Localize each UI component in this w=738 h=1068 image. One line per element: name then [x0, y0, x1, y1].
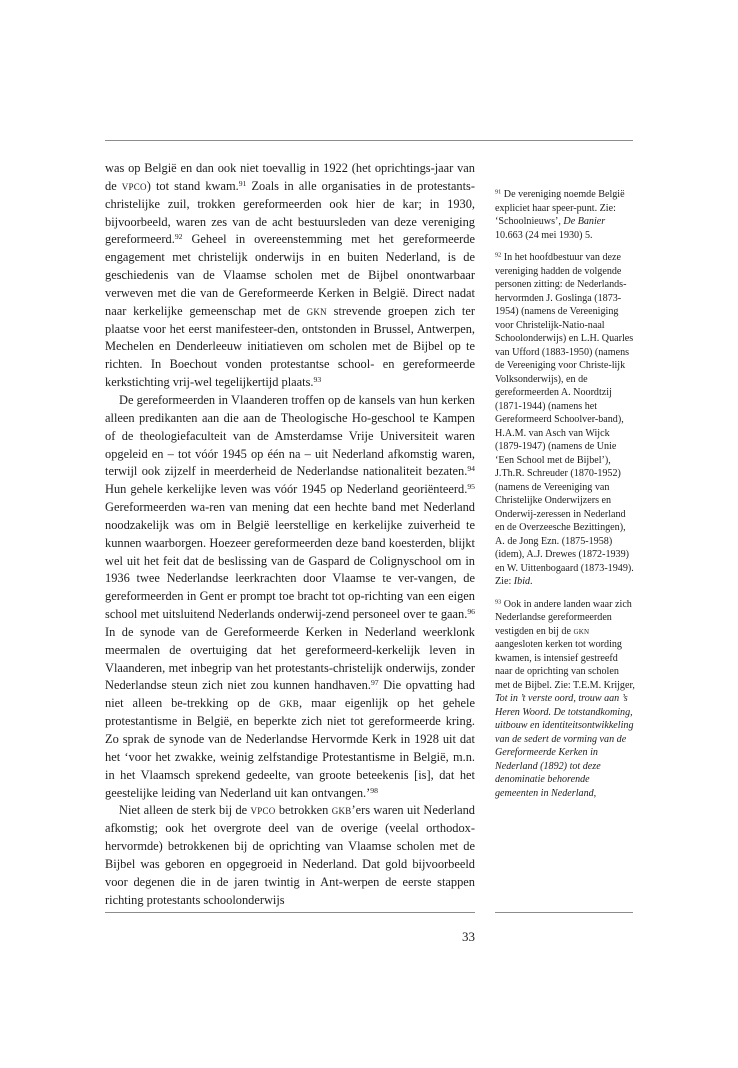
text-run: De gereformeerden in Vlaanderen troffen op de kansels van hun kerken alleen predikanten aan die aan de Theologische Ho-geschool te Kampen of de theologiefaculteit van de Amsterdamse Vrije Universiteit waren opgeleid en – tot vóór 1945 op één na – uit Nederland afkomstig waren, terwijl ook zijzelf in meerderheid de Nederlandse nationaliteit bezaten. — [105, 392, 475, 479]
small-caps-abbr: gkn — [306, 303, 327, 318]
footnote-italic: Tot in ’t verste oord, trouw aan ’s Heren Woord. De totstandkoming, uitbouw en identiteitsontwikkeling van de sedert de vorming van de Gereformeerde Kerken in Nederland (1892) tot deze denominatie behorende gemeenten in Nederland, — [495, 693, 634, 799]
paragraph-2 — [105, 392, 475, 802]
footnote-ref[interactable]: 93 — [313, 374, 322, 384]
header-rule — [105, 140, 633, 141]
paragraph-3 — [105, 802, 475, 909]
page-number: 33 — [462, 929, 475, 944]
footnote-ref[interactable]: 95 — [467, 481, 475, 491]
footnote-italic: Ibid — [513, 576, 531, 587]
footnote-text: 10.663 (24 mei 1930) 5. — [495, 229, 593, 241]
footnote-ref[interactable]: 94 — [467, 464, 475, 474]
main-bottom-rule — [105, 912, 475, 913]
footnote-93 — [495, 598, 635, 801]
small-caps-abbr: gkb — [331, 803, 352, 818]
footnote-ref[interactable]: 96 — [467, 606, 475, 616]
footnote-text: aangesloten kerken tot wording kwamen, is intensief gestreefd naar de oprichting van scholen met de Bijbel. Zie: T.E.M. Krijger, — [495, 639, 635, 691]
text-run: Die opvatting had niet alleen be-trekking op de — [105, 678, 475, 711]
footnote-92 — [495, 251, 635, 589]
footnote-number: 92 — [495, 251, 502, 259]
text-run: Hun gehele kerkelijke leven was vóór 1945 op Nederland georiënteerd. — [105, 482, 468, 497]
text-run: was op België en dan ook niet toevallig in 1922 (het oprichtings-jaar van de — [105, 161, 475, 193]
footnote-number: 93 — [495, 598, 502, 606]
text-run: , maar eigenlijk op het gehele protestantisme in België, en beperkte zich niet tot gereformeerde kring. Zo sprak de synode van de Nederlandse Hervormde Kerk in 1928 uit dat het ‘voor het zwakke, weinig zelfstandige Protestantisme in België, m.n. in het Vlaamsch sprekend gedeelte, van groote beteekenis [is], dat het geestelijke leiding van Nederland uit kan ontvangen.’ — [105, 696, 475, 800]
small-caps-abbr: vpco — [121, 178, 147, 193]
footnotes-column — [495, 188, 635, 809]
text-run: ) tot stand kwam. — [146, 178, 239, 193]
main-text-column — [105, 160, 475, 909]
text-run: Geheel in overeenstemming met het gereformeerde engagement met christelijk onderwijs in en buiten Nederland, is de geschiedenis van de Vlaamse scholen met de Bijbel onontwarbaar verweven met die van de Gereformeerde Kerken in België. Direct nadat naar kerkelijke gemeenschap met de — [105, 232, 475, 318]
footnote-ref[interactable]: 98 — [370, 785, 378, 795]
footnote-text: . — [530, 576, 533, 587]
small-caps-abbr: vpco — [250, 803, 276, 818]
footnote-italic: De Banier — [563, 216, 606, 227]
text-run: Zoals in alle organisaties in de protestants-christelijke zuil, trokken gereformeerden ook hier de kar; in 1930, bijvoorbeeld, waren zes van de acht bestuursleden van deze vereniging gereformeerd. — [105, 178, 475, 247]
text-run: betrokken — [275, 803, 332, 818]
footnote-ref[interactable]: 92 — [174, 232, 183, 242]
footnote-text: De vereniging noemde België expliciet haar speer-punt. Zie: ‘Schoolnieuws’, — [495, 189, 625, 227]
small-caps-abbr: gkb — [279, 696, 300, 711]
text-run: Niet alleen de sterk bij de — [119, 803, 251, 818]
text-run: strevende groepen zich ter plaatse voor het eerst manifesteer-den, ontstonden in Brussel, Antwerpen, Mechelen en Denderleeuw initiatieven om scholen met de Bijbel op te richten. In Boechout vonden protestantse school- en gereformeerde kerkstichting vrij-wel tegelijkertijd plaats. — [105, 303, 475, 390]
footnote-text: In het hoofdbestuur van deze vereniging hadden de volgende personen zitting: de Nederlands-hervormden J. Goslinga (1873-1954) (namens de Vereeniging voor Christelijk-Natio-naal Schoolonderwijs) en L.H. Quarles van Ufford (1883-1950) (namens de Vereeniging voor Christe-lijk Volksonderwijs), en de gereformeerden A. Noordtzij (1871-1944) (namens het Gereformeerd Schoolver-band), H.A.M. van Asch van Wijck (1879-1947) (namens de Unie ‘Een School met de Bijbel’), J.Th.R. Schreuder (1870-1952) (namens de Vereeniging van Christelijke Onderwijzers en Onderwij-zeressen in Nederland en de Overzeesche Bezittingen), A. de Jong Ezn. (1875-1958) (idem), A.J. Drewes (1872-1939) en W. Uittenbogaard (1873-1949). Zie: — [495, 252, 634, 587]
paragraph-1 — [105, 160, 475, 392]
footnote-91 — [495, 188, 635, 242]
small-caps-abbr: gkn — [573, 625, 590, 637]
footnote-number: 91 — [495, 188, 502, 196]
footnote-ref[interactable]: 91 — [238, 178, 247, 188]
footnote-text: Ook in andere landen waar zich Nederlandse gereformeerden vestigden en bij de — [495, 598, 632, 637]
text-run: In de synode van de Gereformeerde Kerken in Nederland weerklonk meermalen de overtuiging dat het gereformeerd-kerkelijk leven in Vlaanderen, met inbegrip van het protestants-christelijk onderwijs, zonder Nederlandse steun zich niet zou kunnen handhaven. — [105, 624, 475, 693]
notes-bottom-rule — [495, 912, 633, 913]
text-run: ’ers waren uit Nederland afkomstig; ook het overgrote deel van de overige (veelal orthodox-hervormde) betrokkenen bij de oprichting van Vlaamse scholen met de Bijbel was geboren en opgegroeid in Nederland. Dat gold bijvoorbeeld voor degenen die in de jaren twintig in Ant-werpen de eerste stappen richting protestants schoolonderwijs — [105, 803, 475, 907]
footnote-ref[interactable]: 97 — [370, 678, 379, 688]
text-run: Gereformeerden wa-ren van mening dat een hechte band met Nederland noodzakelijk was om in België leerstellige en kerkelijke zuiverheid te kunnen waarborgen. Hoezeer gereformeerden deze band koesterden, blijkt wel uit het feit dat de beslissing van de Gaspard de Colignyschool om in 1936 twee Nederlandse leerkrachten door Vlaamse te ver-vangen, de gereformeerden in Gent er prompt toe bracht tot op-richting van een eigen school met uitsluitend Nederlands onderwij-zend personeel over te gaan. — [105, 500, 475, 622]
